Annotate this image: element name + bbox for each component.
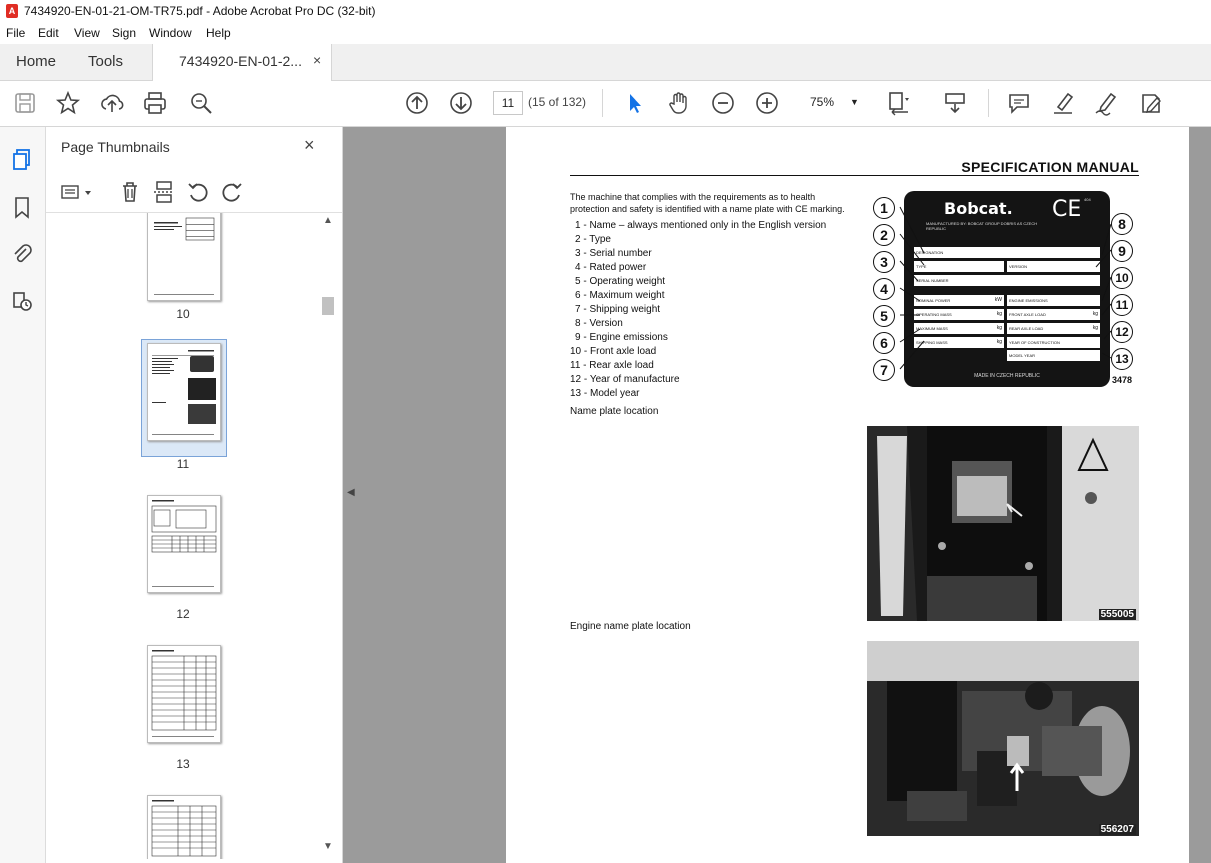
plate-power-unit: kW [994,297,1002,303]
page-count: (15 of 132) [528,95,587,109]
comment-icon[interactable] [1006,90,1032,116]
callout-3: 3 [873,251,895,273]
list-item: 12 - Year of manufacture [570,374,680,385]
toolbar-divider [602,89,603,117]
plate-operating-unit: kg [996,311,1002,317]
upload-icon[interactable] [99,90,125,116]
thumbnail-page[interactable] [147,213,221,301]
delete-icon[interactable] [118,180,142,204]
plate-model-year: MODEL YEAR [1007,350,1100,361]
plate-made-in: MADE IN CZECH REPUBLIC [974,373,1040,379]
list-item: 1 - Name – always mentioned only in the English version [575,220,827,231]
list-item: 13 - Model year [570,388,640,399]
callout-7: 7 [873,359,895,381]
scrollbar-thumb[interactable] [322,297,334,315]
tab-document[interactable] [152,44,332,81]
tab-bar [0,44,1211,81]
toolbar-divider [988,89,989,117]
menu-sign[interactable]: Sign [112,26,137,40]
list-item: 2 - Type [575,234,611,245]
thumbnail-list [46,213,342,859]
page-number-input[interactable]: 11 [493,91,523,115]
next-page-icon[interactable] [448,90,474,116]
plate-type: TYPE [914,261,1004,272]
bobcat-logo: Bobcat. [944,199,1013,218]
thumbnail-page[interactable] [147,645,221,743]
menu-bar [0,23,1211,44]
save-icon[interactable] [12,90,38,116]
zoom-select[interactable] [800,91,864,113]
panel-title: Page Thumbnails [61,139,170,155]
callout-5: 5 [873,305,895,327]
select-icon[interactable] [622,90,648,116]
callout-2: 2 [873,224,895,246]
window-title: 7434920-EN-01-21-OM-TR75.pdf - Adobe Acrobat Pro DC (32-bit) [24,4,376,18]
list-item: 10 - Front axle load [570,346,657,357]
print-icon[interactable] [142,90,168,116]
list-item: 8 - Version [575,318,623,329]
scroll-down-icon[interactable]: ▼ [323,841,333,852]
toolbar [0,81,1211,127]
redo-icon[interactable] [220,180,244,204]
highlight-icon[interactable] [1050,90,1076,116]
sign-icon[interactable] [1093,90,1119,116]
fill-sign-icon[interactable] [1138,90,1164,116]
left-rail [0,127,46,863]
options-icon[interactable] [60,180,96,204]
plate-rear-label: REAR AXLE LOAD [1009,326,1044,331]
hand-icon[interactable] [666,90,692,116]
plate-manufacturer: MANUFACTURED BY: BOBCAT GROUP DOBRIS AS CZECH REPUBLIC [926,221,1038,231]
menu-view[interactable]: View [74,26,100,40]
page-header-title: SPECIFICATION MANUAL [961,159,1139,175]
menu-edit[interactable]: Edit [38,26,59,40]
document-area [343,127,1211,863]
thumbnail-label: 11 [176,457,190,471]
list-item: 11 - Rear axle load [570,360,654,371]
name-plate-photo [867,426,1139,621]
plate-max-label: MAXIMUM MASS [916,326,948,331]
plate-front-unit: kg [1092,311,1098,317]
spec-list [570,219,870,401]
plate-max-unit: kg [996,325,1002,331]
plate-shipping-label: SHIPPING MASS [916,340,948,345]
plate-power-label: NOMINAL POWER [916,298,951,303]
zoom-value: 75% [810,95,835,109]
intro-text: The machine that complies with the requirements as to health protection and safety is identified with a name plate with CE marking. [570,192,845,214]
undo-icon[interactable] [186,180,210,204]
find-icon[interactable] [188,90,214,116]
pdf-icon: A [6,4,18,18]
thumbnail-toolbar [46,172,342,213]
plate-figure-code: 3478 [1112,375,1133,385]
star-icon[interactable] [55,90,81,116]
prev-page-icon[interactable] [404,90,430,116]
caption-name-plate: Name plate location [570,406,659,417]
page-header [570,159,1139,176]
plate-rear-unit: kg [1092,325,1098,331]
callout-9: 9 [1111,240,1133,262]
plate-front-label: FRONT AXLE LOAD [1009,312,1046,317]
plate-shipping-unit: kg [996,339,1002,345]
thumbnail-page[interactable] [147,795,221,859]
thumbnails-panel [46,127,343,863]
list-item: 5 - Operating weight [575,276,666,287]
tab-home[interactable]: Home [16,53,57,70]
ce-mark: CE [1052,197,1082,222]
plate-version: VERSION [1007,261,1100,272]
tab-document-label: 7434920-EN-01-2... [179,53,302,69]
plate-designation: DESIGNATION [914,247,1100,258]
list-item: 7 - Shipping weight [575,304,661,315]
pdf-page [506,127,1189,863]
bookmark-icon[interactable] [10,195,34,219]
layers-icon[interactable] [10,289,34,313]
thumbnail-page[interactable] [147,495,221,593]
photo-code: 556207 [1100,824,1134,835]
thumbnail-label: 12 [176,607,190,621]
plate-tag: 404 [1084,197,1091,202]
close-icon[interactable]: × [304,135,315,155]
scroll-mode-icon[interactable] [942,90,968,116]
thumbnail-page-selected[interactable] [147,343,221,441]
thumbnail-scrollbar[interactable] [320,213,336,859]
list-item: 3 - Serial number [575,248,652,259]
collapse-panel-icon[interactable]: ◀ [347,487,355,498]
plate-year-construction: YEAR OF CONSTRUCTION [1007,337,1100,348]
title-bar [0,0,1211,23]
scroll-up-icon[interactable]: ▲ [323,215,333,226]
engine-plate-photo [867,641,1139,836]
zoom-in-icon[interactable] [754,90,780,116]
tab-tools[interactable]: Tools [88,53,124,70]
zoom-out-icon[interactable] [710,90,736,116]
callout-1: 1 [873,197,895,219]
callout-10: 10 [1111,267,1133,289]
plate-serial: SERIAL NUMBER [914,275,1100,286]
thumbnail-label: 13 [176,757,190,771]
list-item: 6 - Maximum weight [575,290,665,301]
callout-6: 6 [873,332,895,354]
menu-help[interactable]: Help [206,26,231,40]
pages-icon[interactable] [10,147,34,171]
callout-leaders [866,191,1136,391]
callout-11: 11 [1111,294,1133,316]
chevron-down-icon: ▼ [850,97,859,107]
callout-4: 4 [873,278,895,300]
page-fit-icon[interactable] [886,90,912,116]
attachment-icon[interactable] [10,241,34,265]
caption-engine-plate: Engine name plate location [570,621,691,632]
insert-icon[interactable] [152,180,176,204]
tab-close-icon[interactable]: × [313,52,322,68]
menu-window[interactable]: Window [149,26,192,40]
plate-engine-emissions: ENGINE EMISSIONS [1007,295,1100,306]
menu-file[interactable]: File [6,26,26,40]
photo-code: 555005 [1100,609,1134,620]
callout-8: 8 [1111,213,1133,235]
list-item: 9 - Engine emissions [575,332,668,343]
thumbnail-label: 10 [176,307,190,321]
plate-operating-label: OPERATING MASS [916,312,952,317]
callout-12: 12 [1111,321,1133,343]
callout-13: 13 [1111,348,1133,370]
list-item: 4 - Rated power [575,262,647,273]
